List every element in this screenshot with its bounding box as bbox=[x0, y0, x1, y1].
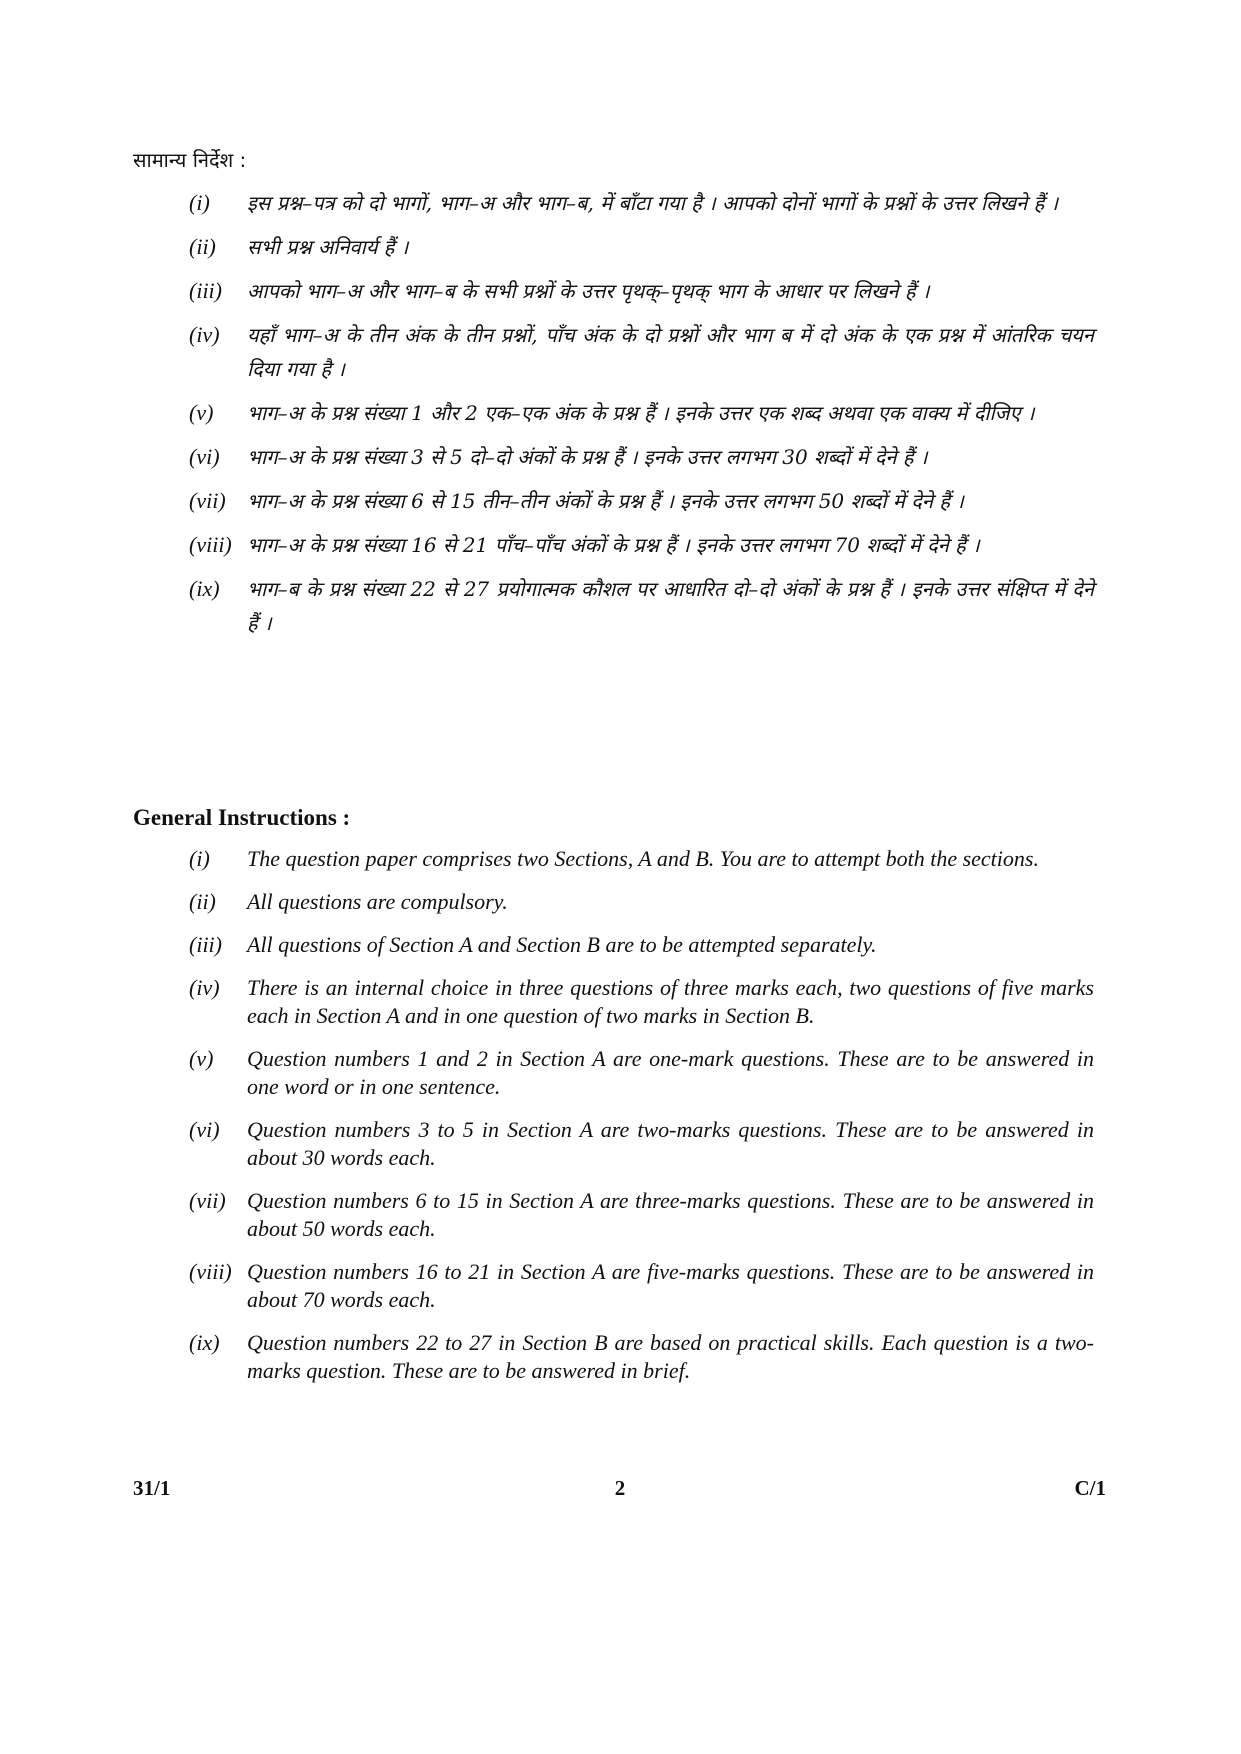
item-number: (ix) bbox=[189, 576, 220, 601]
hindi-instruction-item bbox=[189, 440, 1094, 474]
item-text: इस प्रश्न–पत्र को दो भागों, भाग–अ और भाग–ब, में बाँटा गया है । आपको दोनों भागों के प्रश्नों के उत्तर लिखने हैं । bbox=[247, 191, 1059, 215]
item-text: Question numbers 16 to 21 in Section A are five-marks questions. These are to be answered in about 70 words each. bbox=[247, 1259, 1094, 1312]
item-number: (v) bbox=[189, 400, 214, 425]
item-number: (vii) bbox=[189, 488, 226, 513]
item-number: (v) bbox=[189, 1046, 214, 1071]
instruction-item bbox=[189, 1329, 1094, 1385]
hindi-instruction-item bbox=[189, 318, 1094, 386]
instruction-item bbox=[189, 1258, 1094, 1314]
item-number: (vii) bbox=[189, 1188, 226, 1213]
hindi-instruction-item bbox=[189, 528, 1094, 562]
instruction-item bbox=[189, 1187, 1094, 1243]
page-number: 2 bbox=[614, 1476, 626, 1500]
hindi-instruction-item bbox=[189, 230, 1094, 264]
item-number: (viii) bbox=[189, 1259, 232, 1284]
item-text: आपको भाग–अ और भाग–ब के सभी प्रश्नों के उत्तर पृथक्–पृथक् भाग के आधार पर लिखने हैं । bbox=[247, 279, 930, 303]
set-code: C/1 bbox=[1074, 1476, 1106, 1500]
hindi-instruction-item bbox=[189, 484, 1094, 518]
instruction-item bbox=[189, 974, 1094, 1030]
hindi-instructions-list bbox=[189, 186, 1094, 650]
item-number: (ix) bbox=[189, 1330, 220, 1355]
item-text: भाग–अ के प्रश्न संख्या 1 और 2 एक–एक अंक के प्रश्न हैं । इनके उत्तर एक शब्द अथवा एक वाक्य में दीजिए । bbox=[247, 401, 1035, 425]
item-number: (ii) bbox=[189, 234, 216, 259]
item-number: (vi) bbox=[189, 1117, 220, 1142]
item-number: (i) bbox=[189, 846, 210, 871]
item-text: All questions are compulsory. bbox=[247, 889, 508, 914]
item-text: भाग–अ के प्रश्न संख्या 3 से 5 दो–दो अंकों के प्रश्न हैं । इनके उत्तर लगभग 30 शब्दों में देने हैं । bbox=[247, 445, 928, 469]
item-text: The question paper comprises two Sections, A and B. You are to attempt both the sections. bbox=[247, 846, 1039, 871]
item-text: भाग–ब के प्रश्न संख्या 22 से 27 प्रयोगात्मक कौशल पर आधारित दो–दो अंकों के प्रश्न हैं । इनके उत्तर संक्षिप्त में देने हैं । bbox=[247, 577, 1094, 635]
hindi-instructions-heading: सामान्य निर्देश : bbox=[133, 148, 247, 172]
instruction-item bbox=[189, 1045, 1094, 1101]
item-number: (viii) bbox=[189, 532, 232, 557]
item-text: Question numbers 22 to 27 in Section B are based on practical skills. Each question is a two-marks question. These are to be answered in brief. bbox=[247, 1330, 1094, 1383]
item-number: (iv) bbox=[189, 975, 220, 1000]
paper-code: 31/1 bbox=[133, 1476, 171, 1500]
general-instructions-heading: General Instructions : bbox=[133, 805, 351, 830]
item-text: सभी प्रश्न अनिवार्य हैं । bbox=[247, 235, 409, 259]
item-text: Question numbers 3 to 5 in Section A are two-marks questions. These are to be answered in about 30 words each. bbox=[247, 1117, 1094, 1170]
item-number: (iii) bbox=[189, 278, 222, 303]
hindi-instruction-item bbox=[189, 274, 1094, 308]
item-text: There is an internal choice in three questions of three marks each, two questions of five marks each in Section A and in one question of two marks in Section B. bbox=[247, 975, 1094, 1028]
item-text: Question numbers 1 and 2 in Section A are one-mark questions. These are to be answered in one word or in one sentence. bbox=[247, 1046, 1094, 1099]
item-text: यहाँ भाग–अ के तीन अंक के तीन प्रश्नों, पाँच अंक के दो प्रश्नों और भाग ब में दो अंक के एक प्रश्न में आंतरिक चयन दिया गया है । bbox=[247, 323, 1094, 381]
instruction-item bbox=[189, 888, 1094, 916]
general-instructions-list bbox=[189, 845, 1094, 1400]
instruction-item bbox=[189, 931, 1094, 959]
item-number: (vi) bbox=[189, 444, 220, 469]
hindi-instruction-item bbox=[189, 572, 1094, 640]
item-text: भाग–अ के प्रश्न संख्या 6 से 15 तीन–तीन अंकों के प्रश्न हैं । इनके उत्तर लगभग 50 शब्दों में देने हैं । bbox=[247, 489, 964, 513]
instruction-item bbox=[189, 845, 1094, 873]
instruction-item bbox=[189, 1116, 1094, 1172]
item-text: Question numbers 6 to 15 in Section A are three-marks questions. These are to be answered in about 50 words each. bbox=[247, 1188, 1094, 1241]
item-number: (i) bbox=[189, 190, 210, 215]
item-number: (iii) bbox=[189, 932, 222, 957]
item-text: भाग–अ के प्रश्न संख्या 16 से 21 पाँच–पाँच अंकों के प्रश्न हैं । इनके उत्तर लगभग 70 शब्दों में देने हैं । bbox=[247, 533, 980, 557]
hindi-instruction-item bbox=[189, 396, 1094, 430]
item-text: All questions of Section A and Section B are to be attempted separately. bbox=[247, 932, 877, 957]
item-number: (iv) bbox=[189, 322, 220, 347]
item-number: (ii) bbox=[189, 889, 216, 914]
hindi-instruction-item bbox=[189, 186, 1094, 220]
